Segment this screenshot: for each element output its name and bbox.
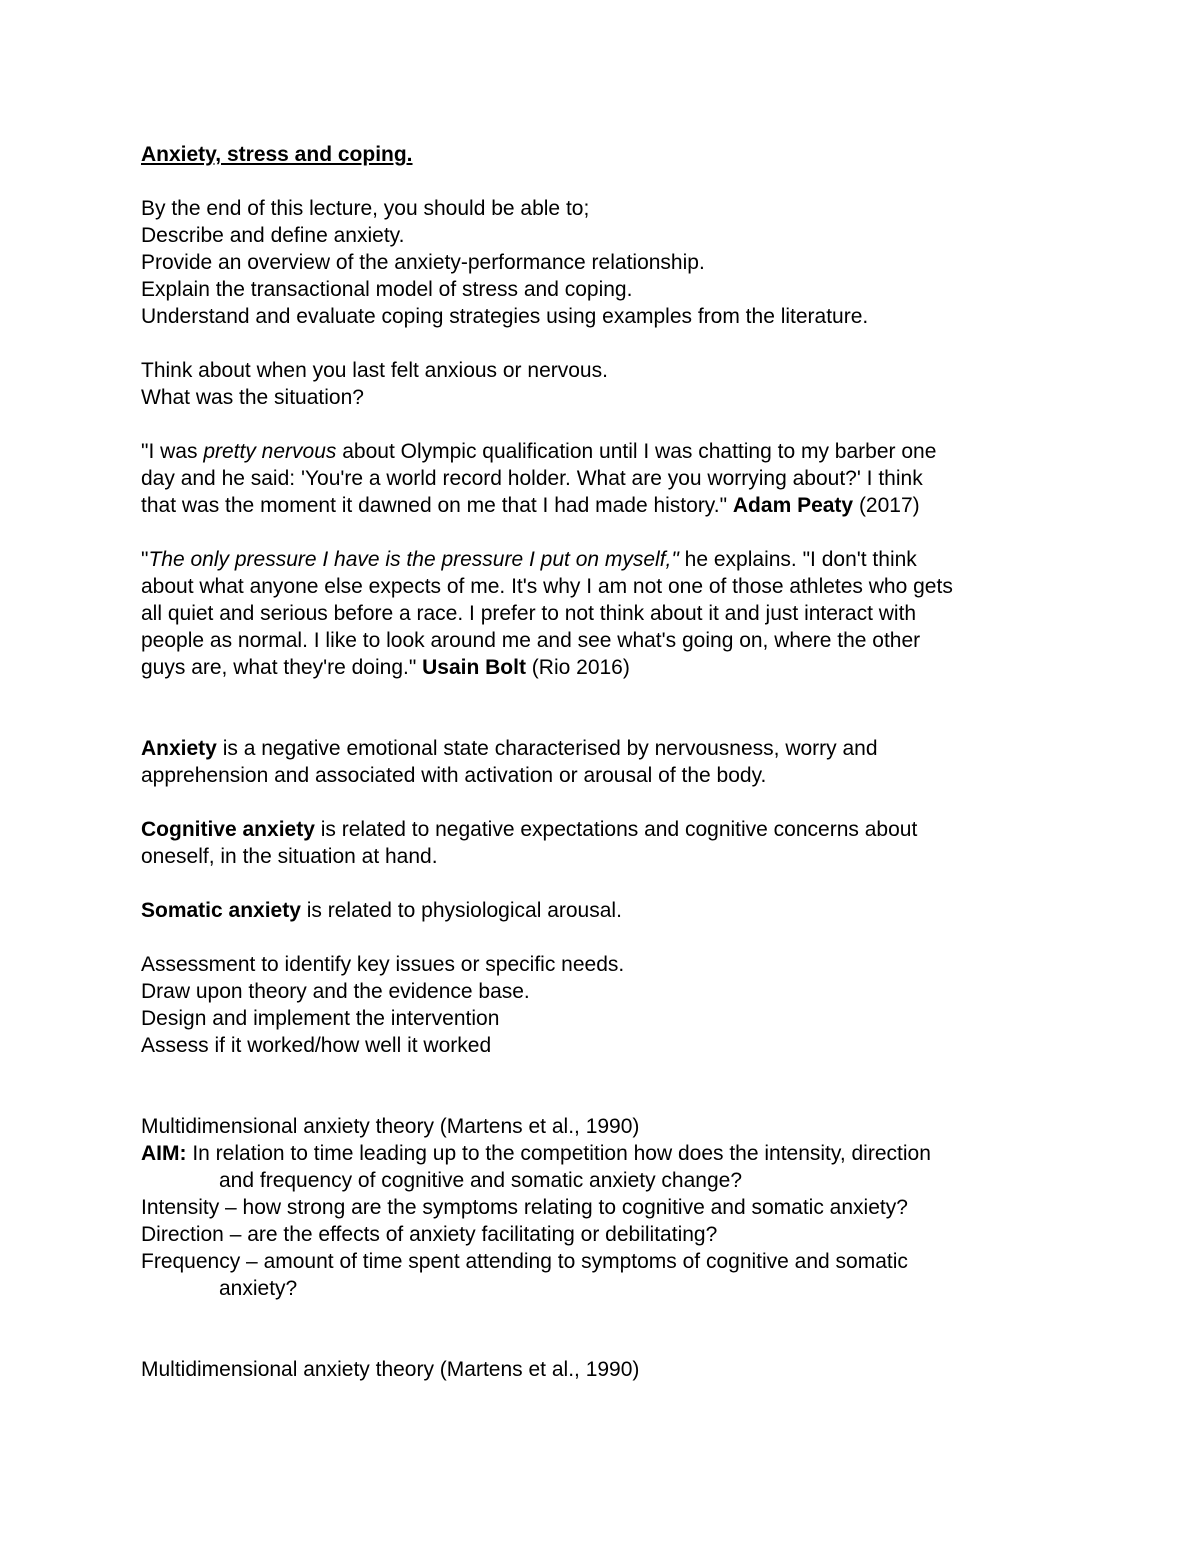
quote-line: about what anyone else expects of me. It's why I am not one of those athletes who gets: [141, 575, 953, 598]
quote-line: day and he said: 'You're a world record holder. What are you worrying about?' I think: [141, 467, 923, 490]
definition-anxiety: [141, 735, 1061, 789]
quote-text: "I was: [141, 440, 204, 463]
definition-text: is a negative emotional state characterised by nervousness, worry and: [216, 737, 878, 760]
objective-item: Explain the transactional model of stress and coping.: [141, 278, 633, 301]
quote-line: [141, 546, 1061, 573]
quote-text: that was the moment it dawned on me that I had made history.": [141, 494, 733, 517]
definition-line: oneself, in the situation at hand.: [141, 845, 438, 868]
quote-emphasis: pretty nervous: [203, 440, 337, 463]
quote-line: all quiet and serious before a race. I prefer to not think about it and just interact with: [141, 602, 917, 625]
spacer: [141, 1059, 1061, 1113]
quote-year: (2017): [853, 494, 920, 517]
quote-bolt: [141, 546, 1061, 681]
quote-emphasis: The only pressure I have is the pressure I put on myself,": [148, 548, 679, 571]
steps-block: [141, 951, 1061, 1059]
spacer: [141, 870, 1061, 897]
aim-text: In relation to time leading up to the competition how does the intensity, direction: [186, 1142, 931, 1165]
quote-line: [141, 654, 1061, 681]
step-item: Assessment to identify key issues or specific needs.: [141, 953, 625, 976]
quote-text: about Olympic qualification until I was chatting to my barber one: [336, 440, 937, 463]
frequency-line-continued: anxiety?: [219, 1277, 298, 1300]
section-heading: Multidimensional anxiety theory (Martens et al., 1990): [141, 1115, 640, 1138]
frequency-line: Frequency – amount of time spent attending to symptoms of cognitive and somatic: [141, 1250, 908, 1273]
definition-text: is related to negative expectations and cognitive concerns about: [314, 818, 918, 841]
spacer: [141, 519, 1061, 546]
spacer: [141, 1302, 1061, 1356]
definition-term: Cognitive anxiety: [141, 818, 315, 841]
quote-text: ": [141, 548, 149, 571]
definition-somatic: [141, 897, 1061, 924]
direction-line: Direction – are the effects of anxiety facilitating or debilitating?: [141, 1223, 718, 1246]
quote-line: [141, 492, 1061, 519]
step-item: Design and implement the intervention: [141, 1007, 500, 1030]
quote-author: Adam Peaty: [732, 494, 854, 517]
document-page: [141, 141, 1061, 1383]
reflection-line: Think about when you last felt anxious or nervous.: [141, 359, 608, 382]
quote-peaty: [141, 438, 1061, 519]
quote-line: [141, 438, 1061, 465]
aim-label: AIM:: [141, 1142, 187, 1165]
spacer: [141, 924, 1061, 951]
reflection-line: What was the situation?: [141, 386, 364, 409]
definition-term: Anxiety: [141, 737, 217, 760]
objective-item: Understand and evaluate coping strategies using examples from the literature.: [141, 305, 869, 328]
mat-block: [141, 1113, 1061, 1302]
aim-line-continued: and frequency of cognitive and somatic anxiety change?: [219, 1169, 743, 1192]
spacer: [141, 411, 1061, 438]
quote-author: Usain Bolt: [422, 656, 526, 679]
spacer: [141, 330, 1061, 357]
spacer: [141, 789, 1061, 816]
quote-text: he explains. "I don't think: [678, 548, 917, 571]
document-title: Anxiety, stress and coping.: [141, 143, 413, 166]
intensity-line: Intensity – how strong are the symptoms relating to cognitive and somatic anxiety?: [141, 1196, 908, 1219]
reflection-block: [141, 357, 1061, 411]
objectives-block: [141, 195, 1061, 330]
step-item: Draw upon theory and the evidence base.: [141, 980, 530, 1003]
aim-line: [141, 1140, 1061, 1167]
objective-item: Describe and define anxiety.: [141, 224, 405, 247]
spacer: [141, 681, 1061, 735]
objectives-intro: By the end of this lecture, you should be able to;: [141, 197, 590, 220]
quote-year: (Rio 2016): [525, 656, 630, 679]
section-heading: Multidimensional anxiety theory (Martens et al., 1990): [141, 1358, 640, 1381]
objective-item: Provide an overview of the anxiety-performance relationship.: [141, 251, 705, 274]
definition-line: apprehension and associated with activation or arousal of the body.: [141, 764, 767, 787]
definition-cognitive: [141, 816, 1061, 870]
definition-term: Somatic anxiety: [141, 899, 301, 922]
quote-line: people as normal. I like to look around me and see what's going on, where the other: [141, 629, 921, 652]
definition-line: [141, 897, 1061, 924]
spacer: [141, 168, 1061, 195]
definition-line: [141, 735, 1061, 762]
definition-line: [141, 816, 1061, 843]
step-item: Assess if it worked/how well it worked: [141, 1034, 492, 1057]
definition-text: is related to physiological arousal.: [300, 899, 622, 922]
quote-text: guys are, what they're doing.": [141, 656, 423, 679]
